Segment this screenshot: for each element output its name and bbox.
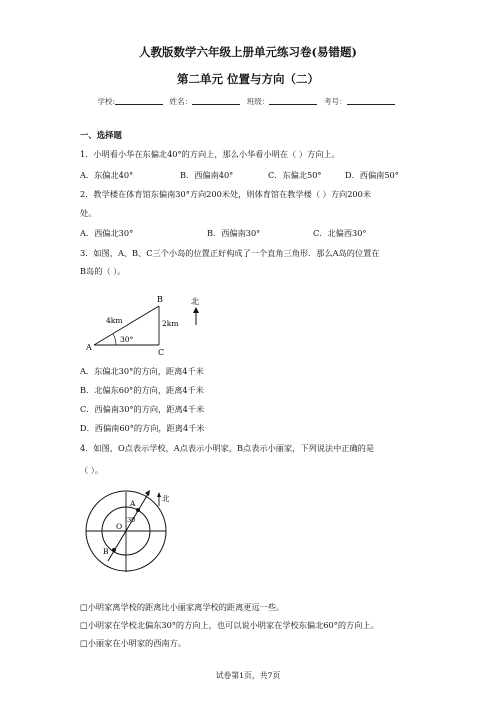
q2-stem-line1: 2．教学楼在体育馆东偏南30°方向200米处，则体育馆在教学楼（ ）方向200米 — [80, 189, 372, 199]
q3-label-north: 北 — [191, 297, 199, 306]
q3-label-a: A — [86, 343, 92, 352]
q1-option-c: C．东偏北50° — [268, 170, 322, 180]
section-title: 一、选择题 — [80, 130, 122, 140]
class-blank — [269, 96, 317, 105]
q3-label-b: B — [157, 295, 163, 304]
name-blank — [192, 96, 240, 105]
q4-label-angle: 30 — [127, 516, 136, 524]
q3-angle-arc — [113, 334, 116, 345]
q1-option-a: A．东偏北40° — [80, 170, 134, 180]
q4-label-a: A — [130, 499, 136, 508]
q1-option-d: D．西偏南50° — [345, 170, 399, 180]
page-title: 人教版数学六年级上册单元练习卷(易错题) — [139, 45, 357, 59]
q3-stem-line2: B岛的（ ）。 — [80, 266, 126, 276]
page-subtitle: 第二单元 位置与方向（二） — [176, 72, 319, 86]
q4-point-b — [112, 548, 116, 552]
q2-option-a: A．西偏北30° — [80, 228, 134, 238]
info-number-label: 考号： — [323, 97, 347, 106]
q4-stem-line2: （ ）。 — [80, 465, 104, 475]
q3-stem-line1: 3．如图，A、B、C三个小岛的位置正好构成了一个直角三角形．那么A岛的位置在 — [80, 248, 380, 258]
q3-option-a: A．东偏北30°的方向，距离4千米 — [80, 366, 204, 376]
q3-label-angle: 30° — [120, 335, 134, 344]
q3-option-d: D．西偏南60°的方向，距离4千米 — [80, 423, 205, 433]
school-blank — [115, 96, 163, 105]
info-name-label: 姓名： — [169, 97, 193, 106]
page-footer: 试卷第1页，共7页 — [215, 671, 281, 680]
q4-option-3: □小丽家在小明家的西南方。 — [80, 638, 186, 648]
q4-label-b: B — [103, 547, 109, 556]
info-school-label: 学校: — [97, 97, 116, 106]
q4-point-a — [136, 508, 140, 512]
q3-north-arrow-head — [193, 307, 199, 313]
q2-stem-line2: 处。 — [80, 208, 97, 218]
q3-label-ab: 4km — [106, 316, 123, 325]
q4-north-arrow-head — [157, 492, 161, 497]
q2-option-c: C．北偏西30° — [313, 228, 367, 238]
q3-triangle-figure — [86, 290, 216, 356]
q3-option-c: C．西偏南30°的方向，距离4千米 — [80, 404, 205, 414]
q4-label-o: O — [116, 522, 123, 531]
number-blank — [347, 96, 395, 105]
q3-label-c: C — [158, 348, 165, 356]
info-class-label: 班级： — [246, 97, 270, 106]
q4-option-1: □小明家离学校的距离比小丽家离学校的距离更远一些。 — [80, 602, 285, 612]
q3-label-bc: 2km — [162, 319, 179, 328]
q1-stem: 1．小明看小华在东偏北40°的方向上，那么小华看小明在（ ）方向上。 — [80, 149, 340, 159]
student-info-line — [0, 96, 496, 107]
q1-option-b: B．西偏南40° — [180, 170, 234, 180]
q4-stem-line1: 4．如图，O点表示学校，A点表示小明家，B点表示小丽家，下列说法中正确的是 — [80, 443, 375, 453]
q4-label-north: 北 — [162, 494, 170, 503]
q3-option-b: B．北偏东60°的方向，距离4千米 — [80, 385, 204, 395]
q2-option-b: B．西偏南30° — [207, 228, 261, 238]
q4-circles-figure — [84, 490, 184, 580]
q4-option-2: □小明家在学校北偏东30°的方向上，也可以说小明家在学校东偏北60°的方向上。 — [80, 620, 379, 630]
